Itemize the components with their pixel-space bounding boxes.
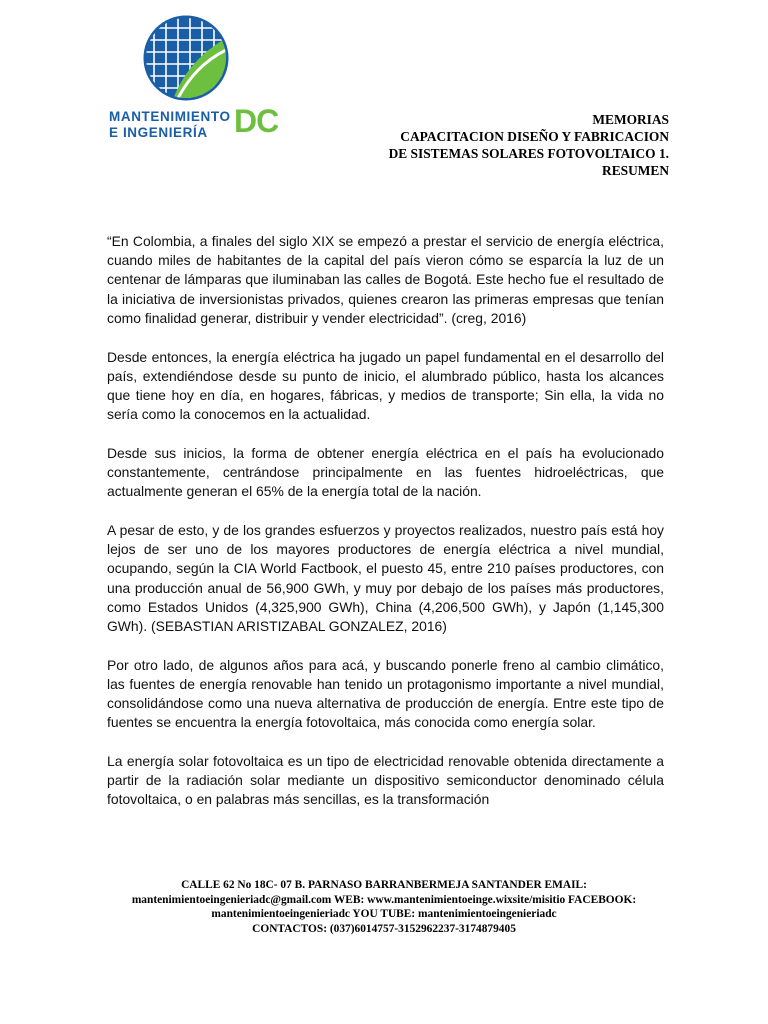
company-logo (106, 14, 279, 142)
paragraph: Desde sus inicios, la forma de obtener energía eléctrica en el país ha evolucionado constantemente, centrándose principalmente en las fuentes hidroeléctricas, que actualmente generan el 65% de la energía total de la nación. (107, 444, 664, 500)
page-footer (96, 878, 672, 936)
paragraph: Por otro lado, de algunos años para acá, y buscando ponerle freno al cambio climático, las fuentes de energía renovable han tenido un protagonismo importante a nivel mundial, consolidándose como una nueva alternativa de producción de energía. Entre este tipo de fuentes se encuentra la energía fotovoltaica, más conocida como energía solar. (107, 656, 664, 731)
document-body (107, 232, 664, 829)
paragraph: “En Colombia, a finales del siglo XIX se empezó a prestar el servicio de energía eléctrica, cuando miles de habitantes de la capital del país vieron cómo se esparcía la luz de un centenar de lámparas que iluminaban las calles de Bogotá. Este hecho fue el resultado de la iniciativa de inversionistas privados, quienes crearon las primeras empresas que tenían como finalidad generar, distribuir y vender electricidad”. (creg, 2016) (107, 233, 664, 326)
title-line-3: DE SISTEMAS SOLARES FOTOVOLTAICO 1. (388, 146, 669, 161)
title-line-2: CAPACITACION DISEÑO Y FABRICACION (400, 129, 669, 144)
paragraph: La energía solar fotovoltaica es un tipo de electricidad renovable obtenida directamente a partir de la radiación solar mediante un dispositivo semiconductor denominado célula fotovoltaica, o en palabras más sencillas, es la transformación (107, 752, 664, 808)
document-title (249, 111, 669, 179)
footer-line-social: mantenimientoeingenieriadc YOU TUBE: mantenimientoeingenieriadc (211, 908, 557, 921)
footer-line-web: mantenimientoeingenieriadc@gmail.com WEB: www.mantenimientoeinge.wixsite/misitio FACEBOOK: (131, 893, 637, 906)
footer-line-address: CALLE 62 No 18C- 07 B. PARNASO BARRANBERMEJA SANTANDER EMAIL: (181, 879, 587, 891)
footer-line-contacts: CONTACTOS: (037)6014757-3152962237-3174879405 (252, 922, 516, 935)
title-line-1: MEMORIAS (592, 112, 669, 127)
solar-panel-globe-leaf-icon (142, 14, 230, 102)
logo-mark: DC (234, 103, 279, 139)
logo-line-1: MANTENIMIENTO (109, 109, 231, 124)
logo-line-2: E INGENIERÍA (109, 125, 208, 140)
paragraph: A pesar de esto, y de los grandes esfuerzos y proyectos realizados, nuestro país está hoy lejos de ser uno de los mayores productores de energía eléctrica a nivel mundial, ocupando, según la CIA World Factbook, el puesto 45, entre 210 países productores, con una producción anual de 56,900 GWh, y muy por debajo de los países más productores, como Estados Unidos (4,325,900 GWh), China (4,206,500 GWh), y Japón (1,145,300 GWh). (SEBASTIAN ARISTIZABAL GONZALEZ, 2016) (107, 521, 664, 634)
title-line-4: RESUMEN (602, 163, 669, 178)
paragraph: Desde entonces, la energía eléctrica ha jugado un papel fundamental en el desarrollo del país, extendiéndose desde su punto de inicio, el alumbrado público, hasta los alcances que tiene hoy en día, en hogares, fábricas, y medios de transporte; Sin ella, la vida no sería como la conocemos en la actualidad. (107, 348, 664, 423)
